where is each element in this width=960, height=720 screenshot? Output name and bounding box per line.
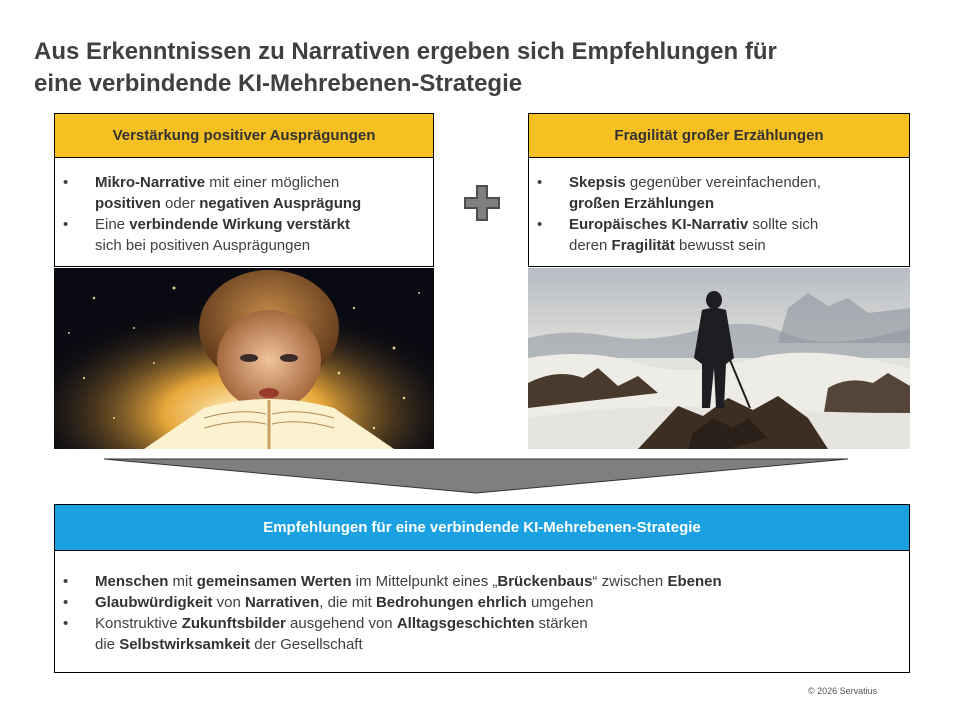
- text: umgehen: [526, 594, 594, 611]
- bold-text: positiven: [95, 195, 161, 212]
- text: ausgehend von: [285, 615, 397, 632]
- wanderer-fog-illustration: [528, 268, 910, 449]
- text: bewusst sein: [674, 237, 766, 254]
- grand-narratives-box: [528, 113, 910, 267]
- bold-text: Narrativen: [245, 594, 320, 611]
- down-arrow-icon: [104, 458, 848, 494]
- bold-text: Alltagsgeschichten: [396, 615, 535, 632]
- recommendations-header: Empfehlungen für eine verbindende KI-Mehrebenen-Strategie: [55, 505, 909, 551]
- bold-text: verbindende Wirkung verstärkt: [129, 216, 350, 233]
- list-item: [55, 592, 909, 613]
- recommendations-box: [54, 504, 910, 673]
- wanderer-fog-image: [528, 268, 910, 449]
- child-reading-image: [54, 268, 434, 449]
- bold-text: Zukunftsbilder: [181, 615, 286, 632]
- text: sich bei positiven Ausprägungen: [95, 237, 311, 254]
- text: gegenüber vereinfachenden,: [625, 174, 821, 191]
- text: Eine: [95, 216, 130, 233]
- bold-text: großen Erzählungen: [569, 195, 715, 212]
- text: oder: [160, 195, 200, 212]
- bold-text: Brückenbaus: [497, 573, 593, 590]
- positive-traits-box: [54, 113, 434, 267]
- positive-traits-list: [55, 158, 433, 256]
- text: von: [212, 594, 246, 611]
- copyright-notice: © 2026 Servatius: [808, 686, 878, 696]
- bold-text: Fragilität: [611, 237, 675, 254]
- text: stärken: [534, 615, 588, 632]
- list-item: [55, 571, 909, 592]
- title-line-1: Aus Erkenntnissen zu Narrativen ergeben sich Empfehlungen für: [34, 38, 777, 65]
- bold-text: Europäisches KI-Narrativ: [569, 216, 749, 233]
- recommendations-list: [55, 551, 909, 655]
- text: der Gesellschaft: [250, 636, 363, 653]
- text: im Mittelpunkt eines „: [351, 573, 498, 590]
- text: “ zwischen: [592, 573, 668, 590]
- bold-text: negativen Ausprägung: [199, 195, 362, 212]
- bold-text: Glaubwürdigkeit: [95, 594, 213, 611]
- plus-icon: [463, 184, 501, 222]
- bold-text: Mikro-Narrative: [95, 174, 206, 191]
- text: deren: [569, 237, 612, 254]
- text: Konstruktive: [95, 615, 182, 632]
- bold-text: Menschen: [95, 573, 169, 590]
- text: mit: [168, 573, 197, 590]
- list-item: [55, 214, 433, 256]
- list-item: [55, 613, 909, 655]
- text: die: [95, 636, 120, 653]
- list-item: [55, 172, 433, 214]
- bold-text: Ebenen: [667, 573, 722, 590]
- title-line-2: eine verbindende KI-Mehrebenen-Strategie: [34, 70, 523, 97]
- text: , die mit: [319, 594, 376, 611]
- page-title: [34, 36, 934, 100]
- grand-narratives-header: Fragilität großer Erzählungen: [529, 114, 909, 158]
- text: sollte sich: [748, 216, 819, 233]
- positive-traits-header: Verstärkung positiver Ausprägungen: [55, 114, 433, 158]
- list-item: [529, 214, 909, 256]
- grand-narratives-list: [529, 158, 909, 256]
- list-item: [529, 172, 909, 214]
- bold-text: gemeinsamen Werten: [196, 573, 352, 590]
- text: mit einer möglichen: [205, 174, 340, 191]
- bold-text: Selbstwirksamkeit: [119, 636, 251, 653]
- child-reading-illustration: [54, 268, 434, 449]
- bold-text: Skepsis: [569, 174, 626, 191]
- bold-text: Bedrohungen ehrlich: [375, 594, 527, 611]
